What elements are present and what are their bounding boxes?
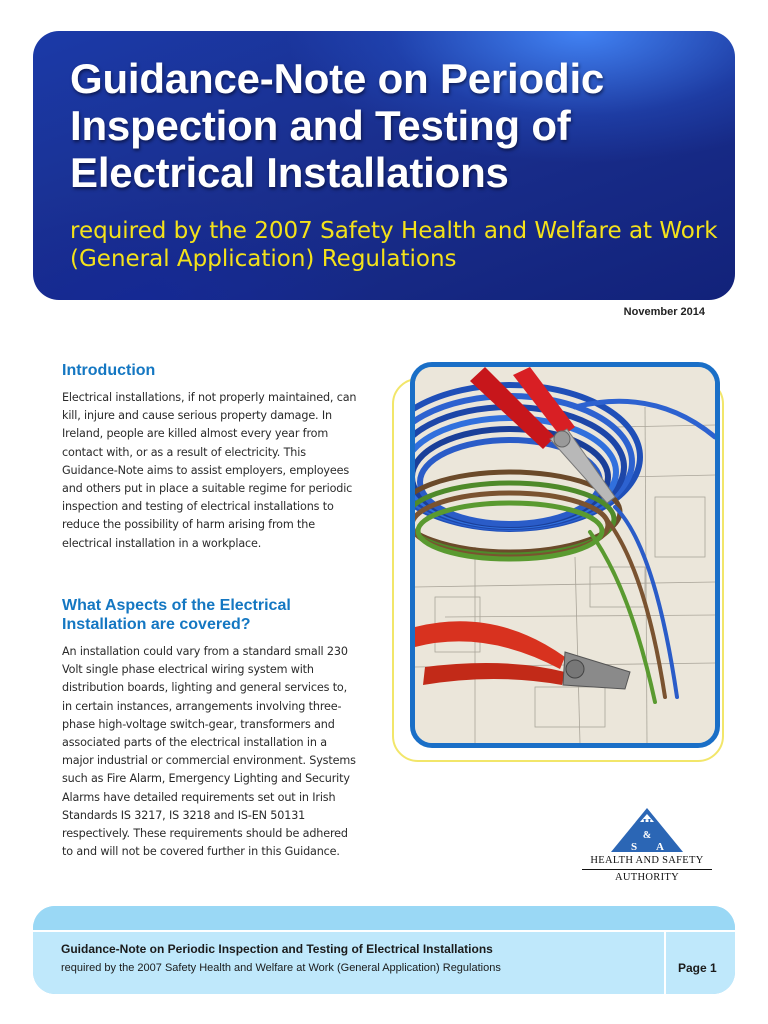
header-banner — [33, 31, 735, 300]
logo-letter-a: A — [656, 841, 664, 853]
aspects-text: An installation could vary from a standard small 230 Volt single phase electrical wiring system with distribution boards, lighting and general services to, in certain instances, arrangements involving three-phase high-voltage switch-gear, transformers and associated parts of the electrical installation in a major industrial or commercial environment. Systems such as Fire Alarm, Emergency Lighting and Security Alarms have detailed requirements set out in Irish Standards IS 3217, IS 3218 and IS-EN 50131 respectively. These requirements should be adhered to and will not be covered further in this Guidance. — [62, 645, 356, 859]
introduction-section — [62, 361, 362, 553]
aspects-heading: What Aspects of the Electrical Installation are covered? — [62, 597, 291, 633]
introduction-heading: Introduction — [62, 362, 156, 379]
cables-and-pliers-photo — [410, 362, 720, 748]
page-number: Page 1 — [678, 961, 717, 975]
logo-letter-h: H — [642, 817, 652, 829]
footer-title: Guidance-Note on Periodic Inspection and Testing of Electrical Installations — [61, 942, 493, 956]
footer-divider — [664, 930, 666, 994]
logo-letter-amp: & — [642, 830, 652, 841]
footer-subtitle: required by the 2007 Safety Health and Welfare at Work (General Application) Regulations — [61, 962, 501, 974]
logo-line-1: HEALTH AND SAFETY — [582, 854, 712, 870]
hsa-logo-text — [582, 854, 712, 884]
footer-top-band — [33, 906, 735, 930]
page-footer — [33, 906, 735, 994]
document-title: Guidance-Note on Periodic Inspection and Testing of Electrical Installations — [70, 55, 605, 196]
logo-line-2: AUTHORITY — [615, 872, 679, 883]
introduction-text: Electrical installations, if not properly maintained, can kill, injure and cause serious property damage. In Ireland, people are killed almost every year from contact with, or as a result of electricity. This Guidance-Note aims to assist employers, employees and others put in place a suitable regime for periodic inspection and testing of electrical installations to reduce the possibility of harm arising from the electrical installation in a workplace. — [62, 391, 357, 550]
aspects-section — [62, 596, 360, 861]
logo-letter-s: S — [630, 841, 638, 853]
document-subtitle: required by the 2007 Safety Health and Welfare at Work (General Application) Regulations — [70, 218, 718, 272]
publication-date: November 2014 — [623, 306, 705, 318]
